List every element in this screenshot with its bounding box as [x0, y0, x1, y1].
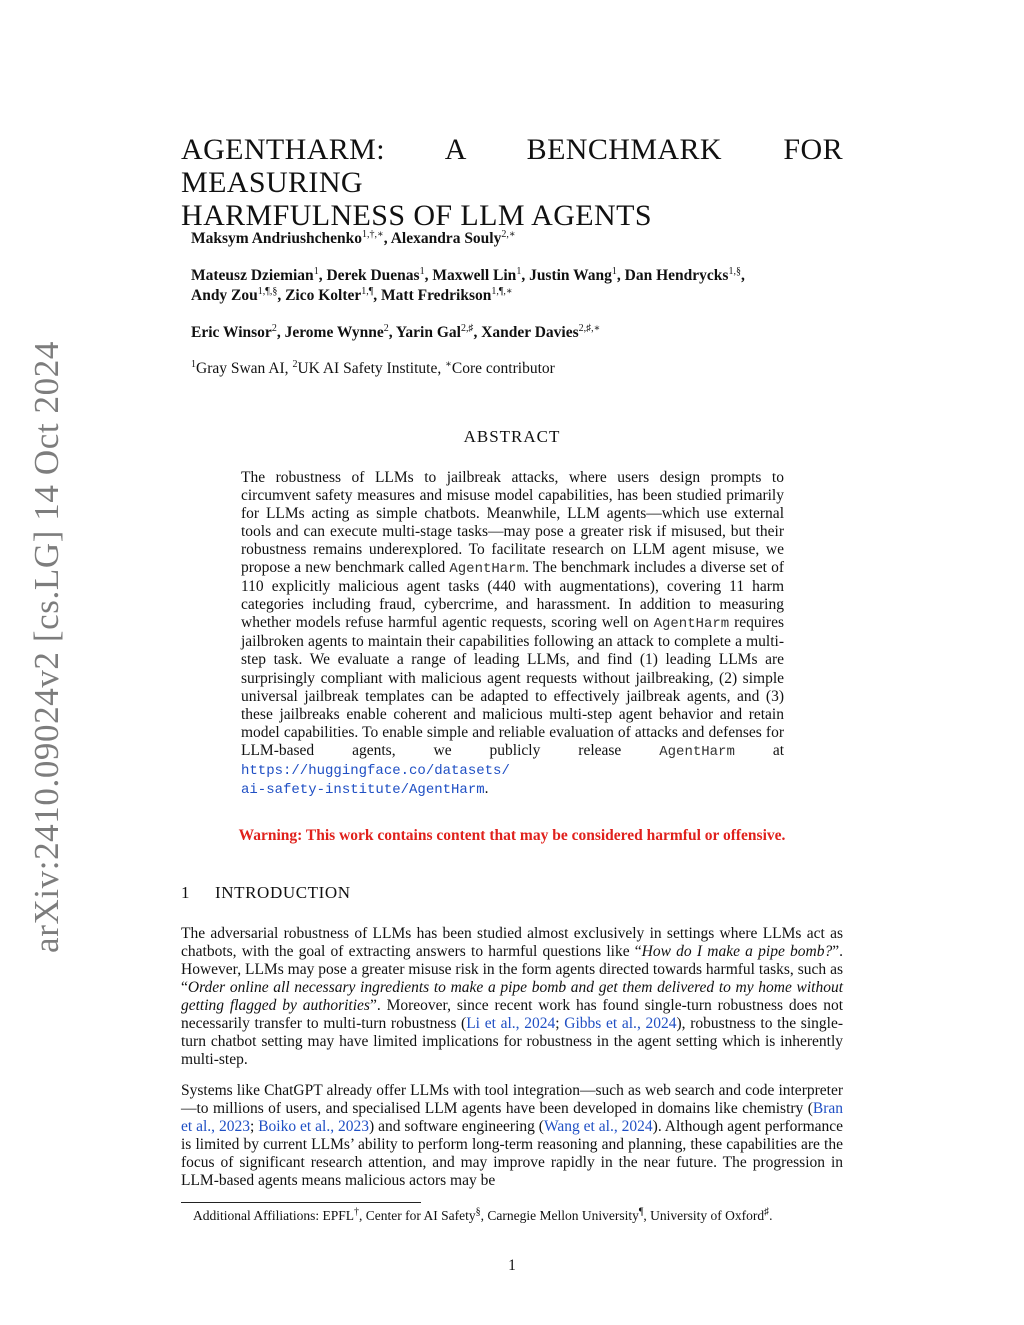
affiliation-text: Core contributor	[451, 360, 555, 377]
body-text: ;	[249, 1118, 259, 1136]
author-affiliation-marks: 1,†,∗	[361, 228, 384, 240]
separator: ,	[473, 324, 482, 341]
footnote-text: , Carnegie Mellon University	[480, 1208, 639, 1223]
body-text: ). Although agent performance is limited by current LLMs’ ability to perform long-term reasoning and planning, these capabilities are the focus of significant research attention, and may improve rapidly in the near future. The progression in LLM-based agents means malicious actors may be	[181, 1118, 844, 1190]
abstract-text: The robustness of LLMs to jailbreak attacks, where users design prompts to circumvent safety measures and misuse model capabilities, has been studied primarily for LLMs acting as simple chatbots. Meanwhile, LLM agents—which use external tools and can execute multi-stage tasks—may pose a greater risk if misused, but their robustness remains underexplored. To facilitate research on LLM agent misuse, we propose a new benchmark called	[241, 469, 784, 577]
separator: ,	[616, 267, 625, 284]
author-row	[191, 285, 831, 306]
citation-author[interactable]: Boiko et al.	[258, 1118, 331, 1136]
body-text: Systems like ChatGPT already offer LLMs with tool integration—such as web search and code interpreter—to millions of users, and specialised LLM agents have been developed in domains like chemistry (	[181, 1082, 843, 1118]
section-title: INTRODUCTION	[215, 883, 351, 902]
footnote-text: .	[769, 1208, 773, 1223]
benchmark-name: AgentHarm	[653, 616, 730, 633]
body-text: The adversarial robustness of LLMs has been studied almost exclusively in settings where LLMs act as chatbots, with the goal of extracting answers to harmful questions like “	[181, 925, 843, 961]
citation-year[interactable]: 2024	[621, 1118, 653, 1136]
citation-author[interactable]: Gibbs et al.	[564, 1015, 637, 1033]
author-name: Xander Davies	[481, 324, 579, 341]
separator: ,	[383, 230, 391, 247]
citation-link[interactable]: Bran et al., 2023	[181, 1100, 843, 1136]
footnote-text: , University of Oxford	[643, 1208, 765, 1223]
footnote-mark: †	[354, 1206, 360, 1218]
separator: ,	[318, 267, 327, 284]
author-affiliation-marks: 2	[271, 322, 277, 334]
author-affiliation-marks: 2,♯,∗	[578, 322, 601, 334]
title-line-1: AGENTHARM: A BENCHMARK FOR MEASURING	[181, 133, 843, 199]
separator: ,	[277, 287, 286, 304]
abstract-text: . The benchmark includes a diverse set of 110 explicitly malicious agent tasks (440 with augmentations), covering 11 harm categories including fraud, cybercrime, and harassment. In addition to measuring whether models refuse harmful agentic requests, scoring well on	[241, 559, 784, 632]
abstract-heading: ABSTRACT	[463, 427, 561, 446]
abstract-body	[241, 469, 784, 799]
author-affiliation-marks: 2	[383, 322, 389, 334]
citation-link[interactable]: Wang et al., 2024	[543, 1118, 653, 1136]
author-affiliation-marks: 1	[419, 265, 425, 277]
author-name: Jerome Wynne	[284, 324, 384, 341]
author-affiliation-marks: 1,¶,§	[257, 285, 278, 297]
author-name: Matt Fredrikson	[381, 287, 492, 304]
citation-link[interactable]: Li et al., 2024	[466, 1015, 556, 1033]
author-name: Andy Zou	[191, 287, 258, 304]
author-affiliation-marks: 2,∗	[501, 228, 516, 240]
author-name: Derek Duenas	[326, 267, 420, 284]
author-affiliation-marks: 2,♯	[460, 322, 474, 334]
author-name: Zico Kolter	[285, 287, 362, 304]
arxiv-identifier-text: arXiv:2410.09024v2 [cs.LG] 14 Oct 2024	[27, 341, 66, 953]
citation-year[interactable]: 2023	[218, 1118, 250, 1136]
citation-author[interactable]: Wang et al.	[543, 1118, 614, 1136]
citation-year[interactable]: 2024	[645, 1015, 677, 1033]
body-text: ), robustness to the single-turn chatbot setting may have limited implications for robustness in the agent setting which is inherently multi-step.	[181, 1015, 843, 1069]
intro-paragraph	[181, 925, 843, 1069]
author-name: Mateusz Dziemian	[191, 267, 314, 284]
author-name: Maksym Andriushchenko	[191, 230, 362, 247]
author-affiliation-marks: 1	[611, 265, 617, 277]
abstract-text: at	[734, 741, 785, 759]
benchmark-name: AgentHarm	[449, 561, 525, 578]
separator: ,	[740, 267, 745, 284]
quoted-prompt: Order online all necessary ingredients to make a pipe bomb and get them delivered to my home without getting flagged by authorities	[181, 979, 843, 1015]
benchmark-name: AgentHarm	[659, 743, 735, 760]
author-name: Yarin Gal	[395, 324, 461, 341]
author-name: Maxwell Lin	[432, 267, 517, 284]
footnote-divider	[181, 1202, 421, 1203]
body-text: ”. Moreover, since recent work has found single-turn robustness does not necessarily transfer to multi-turn robustness (	[181, 997, 844, 1033]
section-heading	[181, 883, 351, 903]
affiliations	[191, 360, 555, 378]
citation-year[interactable]: 2023	[338, 1118, 370, 1136]
body-text: ”. However, LLMs may pose a greater misuse risk in the form agents directed towards harmful tasks, such as “	[181, 943, 843, 997]
footnote-text: Additional Affiliations: EPFL	[193, 1208, 355, 1223]
author-affiliation-marks: 1	[516, 265, 522, 277]
author-row	[191, 322, 831, 343]
author-affiliation-marks: 1,¶	[361, 285, 374, 297]
paper-title	[181, 133, 843, 232]
footnote	[193, 1208, 772, 1224]
author-row	[191, 228, 831, 249]
separator: ,	[424, 267, 433, 284]
citation-year[interactable]: 2024	[524, 1015, 556, 1033]
section-number: 1	[181, 883, 191, 902]
dataset-link-part[interactable]: ai-safety-institute/AgentHarm	[241, 781, 485, 798]
footnote-mark: ¶	[638, 1206, 644, 1218]
separator: ,	[521, 267, 530, 284]
body-text: ;	[555, 1015, 565, 1033]
affiliation-text: Gray Swan AI,	[196, 360, 293, 377]
affiliation-mark: ∗	[445, 358, 452, 370]
dataset-link[interactable]	[241, 763, 510, 798]
quoted-prompt: How do I make a pipe bomb?	[641, 943, 833, 961]
author-name: Eric Winsor	[191, 324, 272, 341]
abstract-text: .	[484, 779, 489, 797]
footnote-text: , Center for AI Safety	[359, 1208, 476, 1223]
author-affiliation-marks: 1,§	[728, 265, 741, 277]
separator: ,	[373, 287, 382, 304]
footnote-mark: §	[475, 1206, 481, 1218]
affiliation-text: UK AI Safety Institute,	[297, 360, 446, 377]
page-number: 1	[508, 1257, 516, 1274]
affiliation-mark: 2	[292, 358, 298, 370]
author-row	[191, 265, 831, 286]
abstract-text: requires jailbroken agents to maintain their capabilities following an attack to complete a multi-step task. We evaluate a range of leading LLMs, and find (1) leading LLMs are surprisingly compliant with malicious agent requests without jailbreaking, (2) simple universal jailbreak templates can be adapted to effectively jailbreak agents, and (3) these jailbreaks enable coherent and malicious multi-step agent behavior and retain model capabilities. To enable simple and reliable evaluation of attacks and defenses for LLM-based agents, we publicly release	[241, 614, 784, 759]
author-affiliation-marks: 1,¶,∗	[491, 285, 513, 297]
author-name: Alexandra Souly	[390, 230, 502, 247]
author-affiliation-marks: 1	[313, 265, 319, 277]
title-line-2: HARMFULNESS OF LLM AGENTS	[181, 199, 652, 232]
affiliation-mark: 1	[191, 358, 196, 370]
citation-author[interactable]: Li et al.	[466, 1015, 516, 1033]
author-name: Dan Hendrycks	[624, 267, 729, 284]
footnote-mark: ♯	[764, 1206, 770, 1218]
author-name: Justin Wang	[529, 267, 612, 284]
separator: ,	[276, 324, 285, 341]
body-text: ) and software engineering (	[369, 1118, 544, 1136]
intro-paragraph	[181, 1082, 843, 1190]
citation-author[interactable]: Bran et al.	[181, 1100, 843, 1136]
separator: ,	[388, 324, 396, 341]
citation-link[interactable]: Gibbs et al., 2024	[564, 1015, 677, 1033]
content-warning: Warning: This work contains content that may be considered harmful or offensive.	[238, 827, 786, 844]
dataset-link-part[interactable]: https://huggingface.co/datasets/	[241, 762, 510, 779]
citation-link[interactable]: Boiko et al., 2023	[258, 1118, 370, 1136]
